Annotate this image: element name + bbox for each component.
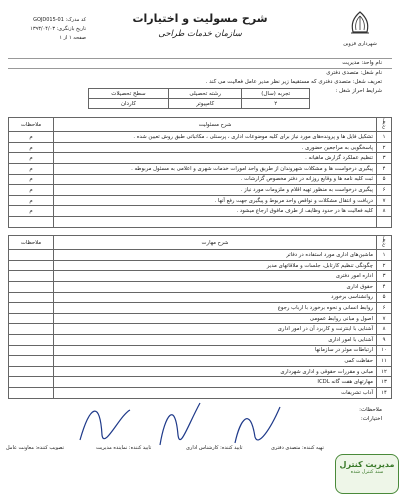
table-row	[9, 142, 392, 153]
divider	[8, 68, 392, 69]
row-remark: م	[9, 142, 54, 153]
row-remark	[9, 313, 54, 324]
table-row	[9, 324, 392, 335]
row-remark: م	[9, 164, 54, 175]
row-number: ۷	[377, 195, 392, 206]
table-row	[9, 345, 392, 356]
row-number: ۴	[377, 164, 392, 175]
row-text: پیگیری درخواست ها و مشکلات شهروندان از طریق واحد امورات خدمات شهری و اعلامی به مسئول مربوطه .	[54, 164, 377, 175]
preparer-label: تهیه کننده: متصدی دفتری	[271, 445, 324, 451]
job-title: نام شغل: متصدی دفتری	[326, 70, 382, 76]
row-number: ۱۱	[377, 356, 392, 367]
row-number: ۶	[377, 303, 392, 314]
row-number: ۹	[377, 334, 392, 345]
requirements-label: شرایط احراز شغل :	[335, 88, 382, 94]
document-info	[6, 16, 86, 43]
remarks-label: ملاحظات:	[359, 407, 382, 413]
row-number: ۱	[377, 250, 392, 261]
revision-date: تاریخ بازنگری: ۱۳۹۳/۰۴/۰۳	[30, 26, 86, 32]
row-number: ۴	[377, 282, 392, 293]
row-text: آشنایی با امور اداری	[54, 334, 377, 345]
row-remark	[9, 282, 54, 293]
table-row	[9, 271, 392, 282]
row-remark	[9, 216, 54, 227]
row-number: ۲	[377, 142, 392, 153]
row-text: حقوق اداری	[54, 282, 377, 293]
table-row	[9, 366, 392, 377]
control-stamp	[335, 454, 399, 494]
signature-scribble	[160, 403, 200, 445]
stamp-title: مدیریت کنترل	[339, 460, 395, 469]
row-text: پیگیری درخواست به منظور تهیه اقلام و ملزومات مورد نیاز .	[54, 185, 377, 196]
row-number: ۸	[377, 206, 392, 217]
divider	[8, 58, 392, 59]
row-number: ۸	[377, 324, 392, 335]
row-remark: م	[9, 174, 54, 185]
row-number	[377, 216, 392, 227]
row-number: ۳	[377, 153, 392, 164]
row-number: ۵	[377, 174, 392, 185]
row-number: ۱۰	[377, 345, 392, 356]
row-text: مبانی و مقررات حقوقی و اداری شهرداری	[54, 366, 377, 377]
row-text: آشنایی با اینترنت و کاربرد آن در امور اداری	[54, 324, 377, 335]
row-text: تشکیل فایل ها و پرونده‌های مورد نیاز برای کلیه موضوعات اداری ، پرسنلی ، مکاتباتی طبق روش تعیین شده .	[54, 132, 377, 143]
row-number: ۱۳	[377, 377, 392, 388]
row-text: حفاظت کمی	[54, 356, 377, 367]
unit-name: نام واحد: مدیریت	[342, 60, 382, 66]
row-text: کلیه فعالیت ها در حدود وظایف از طرف مافوق ارجاع میشود .	[54, 206, 377, 217]
signature-scribble	[80, 410, 130, 440]
skills-remarks-header: ملاحظات	[9, 236, 54, 250]
page-number: صفحه ۱ از ۱	[59, 35, 86, 41]
stamp-line: سند کنترل شده	[350, 469, 384, 475]
approver-label: تصویب کننده: معاونت عامل	[6, 445, 65, 451]
row-text: مهارتهای هفت گانه ICDL	[54, 377, 377, 388]
reviewer-label: تایید کننده: کارشناس اداری	[186, 445, 243, 451]
row-number: ۶	[377, 185, 392, 196]
table-row	[9, 282, 392, 293]
table-row	[9, 334, 392, 345]
row-remark	[9, 271, 54, 282]
row-number: ۳	[377, 271, 392, 282]
verifier-label: تایید کننده: نماینده مدیریت	[96, 445, 152, 451]
requirements-header-experience: تجربه (سال)	[242, 89, 310, 99]
row-text: ارتباطات موثر در سازمانها	[54, 345, 377, 356]
row-remark	[9, 292, 54, 303]
row-label: ردیف	[381, 236, 387, 248]
responsibilities-header: شرح مسئولیت	[54, 118, 377, 132]
row-remark	[9, 250, 54, 261]
approval-signatures-row	[6, 445, 366, 457]
row-text: روانشناسی برخورد	[54, 292, 377, 303]
responsibilities-table	[8, 117, 392, 228]
row-number: ۵	[377, 292, 392, 303]
row-remark	[9, 366, 54, 377]
signature-scribble	[235, 407, 280, 443]
municipality-logo	[330, 10, 390, 47]
table-row	[9, 356, 392, 367]
table-row	[9, 377, 392, 388]
responsibilities-remarks-header: ملاحظات	[9, 118, 54, 132]
row-remark	[9, 260, 54, 271]
row-text: چگونگی تنظیم کارتابل، جلسات و ملاقاتهای مدیر	[54, 260, 377, 271]
row-remark	[9, 345, 54, 356]
requirements-value-education: کاردان	[89, 99, 169, 109]
row-label: ردیف	[381, 118, 387, 130]
row-text: اصول و مبانی روابط عمومی	[54, 313, 377, 324]
row-text: ثبت کلیه نامه ها و وقایع روزانه در دفتر مخصوص گزارشات .	[54, 174, 377, 185]
document-subtitle: سازمان خدمات طراحی	[158, 29, 242, 39]
row-remark	[9, 387, 54, 398]
logo-emblem-icon	[345, 10, 375, 36]
row-remark	[9, 377, 54, 388]
table-row	[9, 195, 392, 206]
title-block	[110, 12, 290, 39]
row-number: ۱۴	[377, 387, 392, 398]
row-remark	[9, 334, 54, 345]
row-number: ۱۲	[377, 366, 392, 377]
table-row	[9, 206, 392, 217]
row-text: تنظیم عملکرد گزارش ماهیانه .	[54, 153, 377, 164]
table-row	[9, 174, 392, 185]
skills-rownum-header	[377, 236, 392, 250]
row-remark	[9, 303, 54, 314]
table-row	[9, 313, 392, 324]
requirements-value-field: کامپیوتر	[168, 99, 242, 109]
table-row	[9, 132, 392, 143]
authorities-label: اختیارات:	[360, 416, 382, 422]
row-text: ماشین‌های اداری مورد استفاده در دفاتر	[54, 250, 377, 261]
row-text	[54, 216, 377, 227]
row-text: پاسخگویی به مراجعین حضوری .	[54, 142, 377, 153]
row-remark: م	[9, 195, 54, 206]
row-remark: م	[9, 153, 54, 164]
row-remark: م	[9, 206, 54, 217]
table-row	[9, 185, 392, 196]
table-row	[9, 216, 392, 227]
document-title: شرح مسولیت و اختیارات	[132, 12, 268, 25]
logo-caption: شهرداری قزوین	[343, 41, 377, 47]
responsibilities-rownum-header	[377, 118, 392, 132]
table-row	[9, 153, 392, 164]
row-remark: م	[9, 185, 54, 196]
row-number: ۱	[377, 132, 392, 143]
requirements-header-education: سطح تحصیلات	[89, 89, 169, 99]
skills-table	[8, 235, 392, 399]
table-row	[9, 250, 392, 261]
row-number: ۲	[377, 260, 392, 271]
requirements-table	[88, 88, 310, 109]
requirements-header-field: رشته تحصیلی	[168, 89, 242, 99]
row-text: اداره امور دفتری	[54, 271, 377, 282]
row-remark	[9, 324, 54, 335]
document-code: کد مدرک: GOJD015-01	[33, 17, 86, 23]
row-text: دریافت و انتقال مشکلات و نواقص واحد مربوط و پیگیری جهت رفع آنها .	[54, 195, 377, 206]
row-text: روابط انسانی و نحوه برخورد با ارباب رجوع	[54, 303, 377, 314]
row-number: ۷	[377, 313, 392, 324]
table-row	[9, 260, 392, 271]
row-remark: م	[9, 132, 54, 143]
row-remark	[9, 356, 54, 367]
row-text: آداب تشریفات	[54, 387, 377, 398]
job-definition: تعریف شغل: متصدی دفتری که مستقیما زیر نظر مدیر عامل فعالیت می کند .	[205, 79, 382, 85]
table-row	[9, 303, 392, 314]
table-row	[9, 164, 392, 175]
table-row	[9, 292, 392, 303]
skills-header: شرح مهارت	[54, 236, 377, 250]
requirements-value-experience: ۲	[242, 99, 310, 109]
